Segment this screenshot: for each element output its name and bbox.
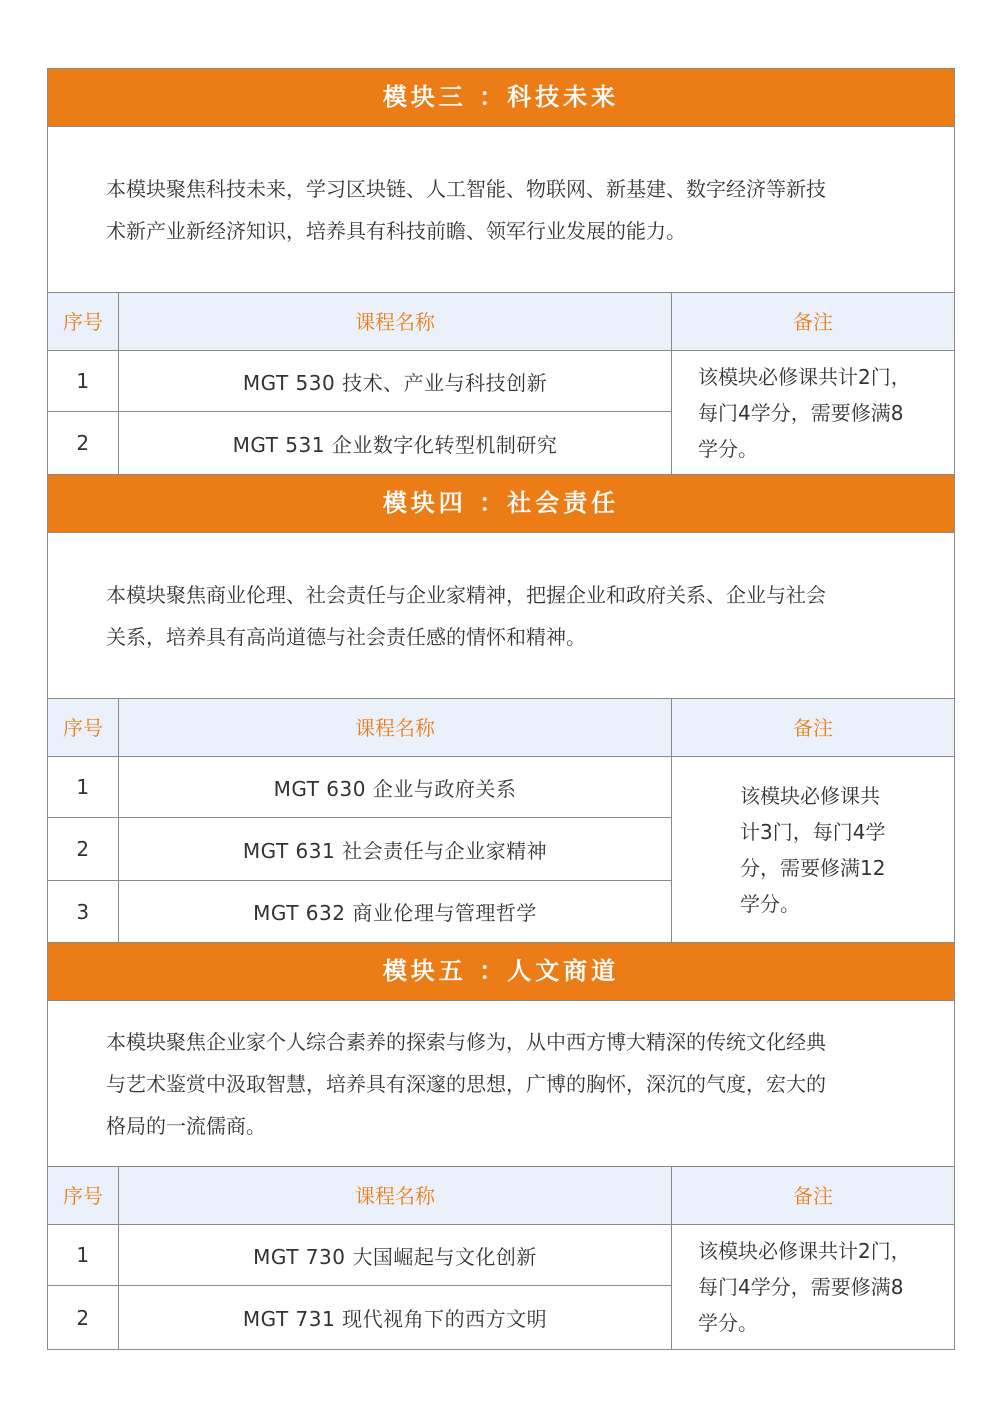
note-line: 该模块必修课共 [740, 783, 880, 808]
col-header-name: 课程名称 [119, 699, 672, 757]
col-header-name: 课程名称 [119, 293, 672, 351]
module-description [48, 127, 954, 293]
col-header-name: 课程名称 [119, 1167, 672, 1225]
note-line: 每门4学分，需要修满8 [698, 400, 904, 425]
col-header-note: 备注 [672, 699, 954, 757]
col-header-note: 备注 [672, 293, 954, 351]
course-no: 2 [48, 818, 119, 881]
course-no: 1 [48, 351, 119, 412]
course-no: 2 [48, 412, 119, 474]
note-line: 学分。 [698, 1311, 758, 1335]
module-title: 模块五 ：人文商道 [48, 942, 954, 1001]
course-no: 1 [48, 1225, 119, 1286]
module-title: 模块四 ：社会责任 [48, 474, 954, 533]
module-4 [47, 474, 955, 942]
course-table [48, 1167, 954, 1349]
course-name: MGT 731 现代视角下的西方文明 [119, 1286, 672, 1349]
course-table [48, 699, 954, 942]
note-line: 该模块必修课共计2门， [698, 364, 911, 389]
note-line: 分，需要修满12 [740, 855, 886, 880]
course-name: MGT 632 商业伦理与管理哲学 [119, 881, 672, 942]
module-description [48, 533, 954, 699]
note-line: 学分。 [698, 436, 758, 461]
description-line: 本模块聚焦商业伦理、社会责任与企业家精神，把握企业和政府关系、企业与社会 [106, 582, 826, 607]
course-no: 3 [48, 881, 119, 942]
note-line: 该模块必修课共计2门， [698, 1239, 911, 1263]
note-line: 每门4学分，需要修满8 [698, 1275, 904, 1299]
module-note [672, 351, 954, 474]
course-no: 1 [48, 757, 119, 818]
module-note [672, 1225, 954, 1349]
description-line: 本模块聚焦企业家个人综合素养的探索与修为，从中西方博大精深的传统文化经典 [106, 1029, 826, 1054]
description-line: 关系，培养具有高尚道德与社会责任感的情怀和精神。 [106, 624, 586, 649]
module-note [672, 757, 954, 942]
description-line: 术新产业新经济知识，培养具有科技前瞻、领军行业发展的能力。 [106, 218, 686, 243]
module-5 [47, 942, 955, 1350]
description-line: 格局的一流儒商。 [106, 1113, 266, 1138]
course-no: 2 [48, 1286, 119, 1349]
module-3 [47, 68, 955, 474]
course-name: MGT 730 大国崛起与文化创新 [119, 1225, 672, 1286]
col-header-no: 序号 [48, 293, 119, 351]
course-name: MGT 630 企业与政府关系 [119, 757, 672, 818]
col-header-no: 序号 [48, 699, 119, 757]
note-line: 计3门，每门4学 [740, 819, 886, 844]
curriculum-document [47, 68, 955, 1350]
course-name: MGT 631 社会责任与企业家精神 [119, 818, 672, 881]
module-description [48, 1001, 954, 1167]
note-line: 学分。 [740, 891, 800, 916]
description-line: 与艺术鉴赏中汲取智慧，培养具有深邃的思想，广博的胸怀，深沉的气度，宏大的 [106, 1071, 826, 1096]
col-header-note: 备注 [672, 1167, 954, 1225]
module-title: 模块三 ：科技未来 [48, 69, 954, 127]
col-header-no: 序号 [48, 1167, 119, 1225]
course-name: MGT 530 技术、产业与科技创新 [119, 351, 672, 412]
course-table [48, 293, 954, 474]
description-line: 本模块聚焦科技未来，学习区块链、人工智能、物联网、新基建、数字经济等新技 [106, 176, 826, 201]
course-name: MGT 531 企业数字化转型机制研究 [119, 412, 672, 474]
